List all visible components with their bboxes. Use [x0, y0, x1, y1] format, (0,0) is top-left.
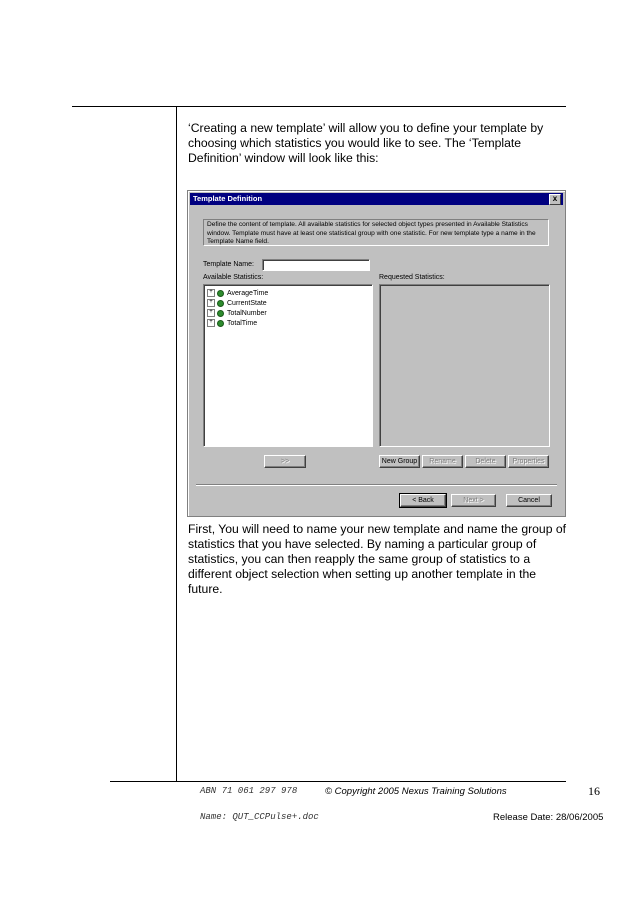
available-statistics-list[interactable] — [203, 284, 373, 447]
tree-item-label: CurrentState — [227, 299, 267, 307]
expand-icon[interactable]: + — [207, 299, 215, 307]
tree-item-label: TotalTime — [227, 319, 258, 327]
margin-rule — [176, 106, 177, 782]
available-statistics-label: Available Statistics: — [203, 274, 264, 281]
requested-statistics-label: Requested Statistics: — [379, 274, 445, 281]
statistic-icon — [217, 310, 224, 317]
next-button[interactable]: Next > — [451, 494, 496, 507]
page-number: 16 — [588, 784, 600, 798]
dialog-description: Define the content of template. All available statistics for selected object types presented in Available Statistics window. Template must have at least one statistical group with one statistic. For new template type a name in the Template Name field. — [203, 219, 549, 246]
statistic-icon — [217, 300, 224, 307]
tree-item[interactable] — [207, 318, 372, 328]
tree-item[interactable] — [207, 288, 372, 298]
dialog-title: Template Definition — [193, 194, 263, 203]
second-paragraph: First, You will need to name your new template and name the group of statistics that you have selected. By naming a particular group of statistics, you can then reapply the same group of statistics to a different object selection when setting up another template in the future. — [188, 522, 567, 596]
footer-rule — [110, 781, 566, 782]
footer-copyright: © Copyright 2005 Nexus Training Solutions — [325, 786, 507, 797]
dialog-separator — [196, 484, 557, 486]
template-definition-dialog — [187, 190, 566, 517]
back-button[interactable]: < Back — [400, 494, 446, 507]
close-button[interactable]: x — [549, 194, 561, 205]
expand-icon[interactable]: + — [207, 309, 215, 317]
add-statistics-button[interactable]: >> — [264, 455, 306, 468]
tree-item-label: TotalNumber — [227, 309, 267, 317]
new-group-button[interactable]: New Group — [379, 455, 420, 468]
footer-release-date: Release Date: 28/06/2005 — [493, 812, 604, 823]
requested-statistics-list[interactable] — [379, 284, 550, 447]
rename-button[interactable]: Rename — [422, 455, 463, 468]
header-rule — [72, 106, 566, 107]
expand-icon[interactable]: + — [207, 319, 215, 327]
expand-icon[interactable]: + — [207, 289, 215, 297]
tree-item[interactable] — [207, 308, 372, 318]
footer-document-name: Name: QUT_CCPulse+.doc — [200, 812, 319, 822]
delete-button[interactable]: Delete — [465, 455, 506, 468]
footer-abn: ABN 71 061 297 978 — [200, 786, 298, 796]
statistic-icon — [217, 290, 224, 297]
statistic-icon — [217, 320, 224, 327]
template-name-input[interactable] — [262, 259, 370, 271]
tree-item-label: AverageTime — [227, 289, 269, 297]
tree-item[interactable] — [207, 298, 372, 308]
template-name-label: Template Name: — [203, 261, 254, 268]
properties-button[interactable]: Properties — [508, 455, 549, 468]
cancel-button[interactable]: Cancel — [506, 494, 552, 507]
dialog-titlebar — [190, 193, 563, 205]
intro-paragraph: ‘Creating a new template’ will allow you to define your template by choosing which statistics you would like to see. The ‘Template Definition’ window will look like this: — [188, 121, 544, 165]
